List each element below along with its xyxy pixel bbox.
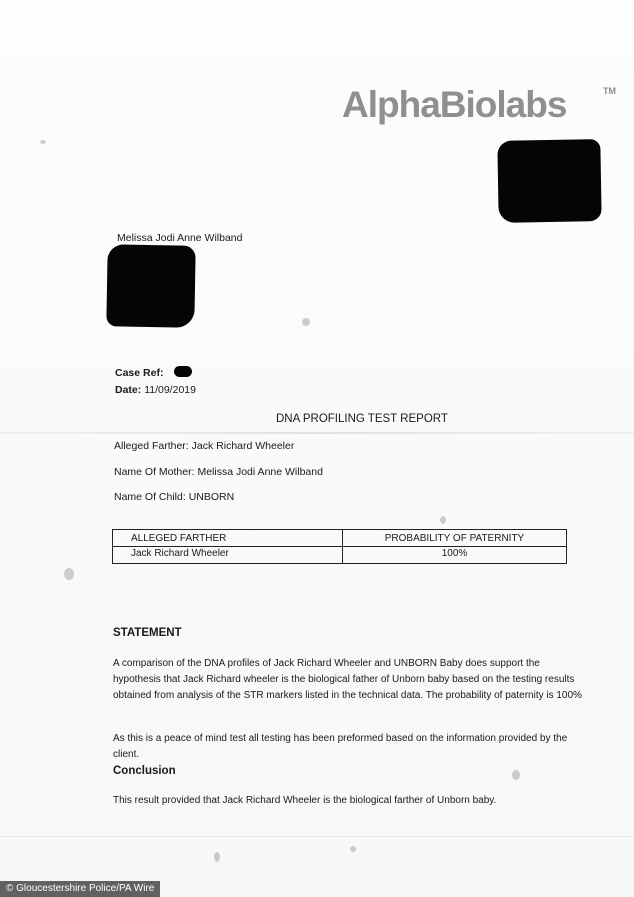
child-value: UNBORN — [188, 491, 235, 503]
date-line — [115, 384, 196, 396]
logo-trademark: TM — [603, 86, 616, 96]
scan-speck — [302, 318, 310, 326]
scan-speck — [214, 852, 220, 862]
alleged-father-label: Alleged Farther: — [114, 440, 189, 452]
conclusion-text: This result provided that Jack Richard Wheeler is the biological farther of Unborn baby. — [113, 795, 497, 806]
redaction-case-ref — [174, 366, 192, 377]
alleged-father-line — [114, 440, 294, 452]
scan-speck — [440, 516, 446, 524]
redaction-block-address — [106, 244, 195, 328]
paternity-results-table — [112, 529, 567, 564]
date-label: Date: — [115, 384, 142, 396]
company-logo: AlphaBiolabs — [342, 84, 567, 125]
statement-paragraph-2: As this is a peace of mind test all testing has been preformed based on the information provided by the client. — [113, 733, 568, 760]
child-line — [114, 491, 234, 503]
scan-speck — [64, 568, 74, 580]
table-header-probability: PROBABILITY OF PATERNITY — [343, 530, 567, 547]
case-ref-label: Case Ref: — [115, 367, 164, 379]
paper-fold-line-lower — [0, 836, 634, 837]
date-value: 11/09/2019 — [144, 384, 196, 396]
mother-value: Melissa Jodi Anne Wilband — [197, 466, 323, 478]
report-title: DNA PROFILING TEST REPORT — [276, 413, 448, 425]
mother-label: Name Of Mother: — [114, 466, 195, 478]
table-cell-father-name: Jack Richard Wheeler — [113, 547, 343, 564]
redaction-block-header — [497, 139, 601, 223]
mother-line — [114, 466, 323, 478]
table-header-alleged-father: ALLEGED FARTHER — [113, 530, 343, 547]
alleged-father-value: Jack Richard Wheeler — [191, 440, 295, 452]
table-row — [113, 547, 567, 564]
scan-speck — [512, 770, 520, 780]
photo-credit: © Gloucestershire Police/PA Wire — [0, 881, 160, 897]
table-header-row — [113, 530, 567, 547]
paper-fold-line — [0, 432, 634, 434]
statement-paragraph-1: A comparison of the DNA profiles of Jack Richard Wheeler and UNBORN Baby does support the hypothesis that Jack Richard wheeler is the biological father of Unborn baby based on the testing results obtained from analysis of the STR markers listed in the technical data. The probability of paternity is 100% — [113, 658, 582, 701]
statement-heading: STATEMENT — [113, 627, 182, 639]
conclusion-heading: Conclusion — [113, 765, 176, 777]
scan-speck — [40, 140, 46, 144]
table-cell-probability: 100% — [343, 547, 567, 564]
scan-speck — [350, 846, 356, 852]
addressee-name: Melissa Jodi Anne Wilband — [117, 232, 243, 244]
child-label: Name Of Child: — [114, 491, 186, 503]
